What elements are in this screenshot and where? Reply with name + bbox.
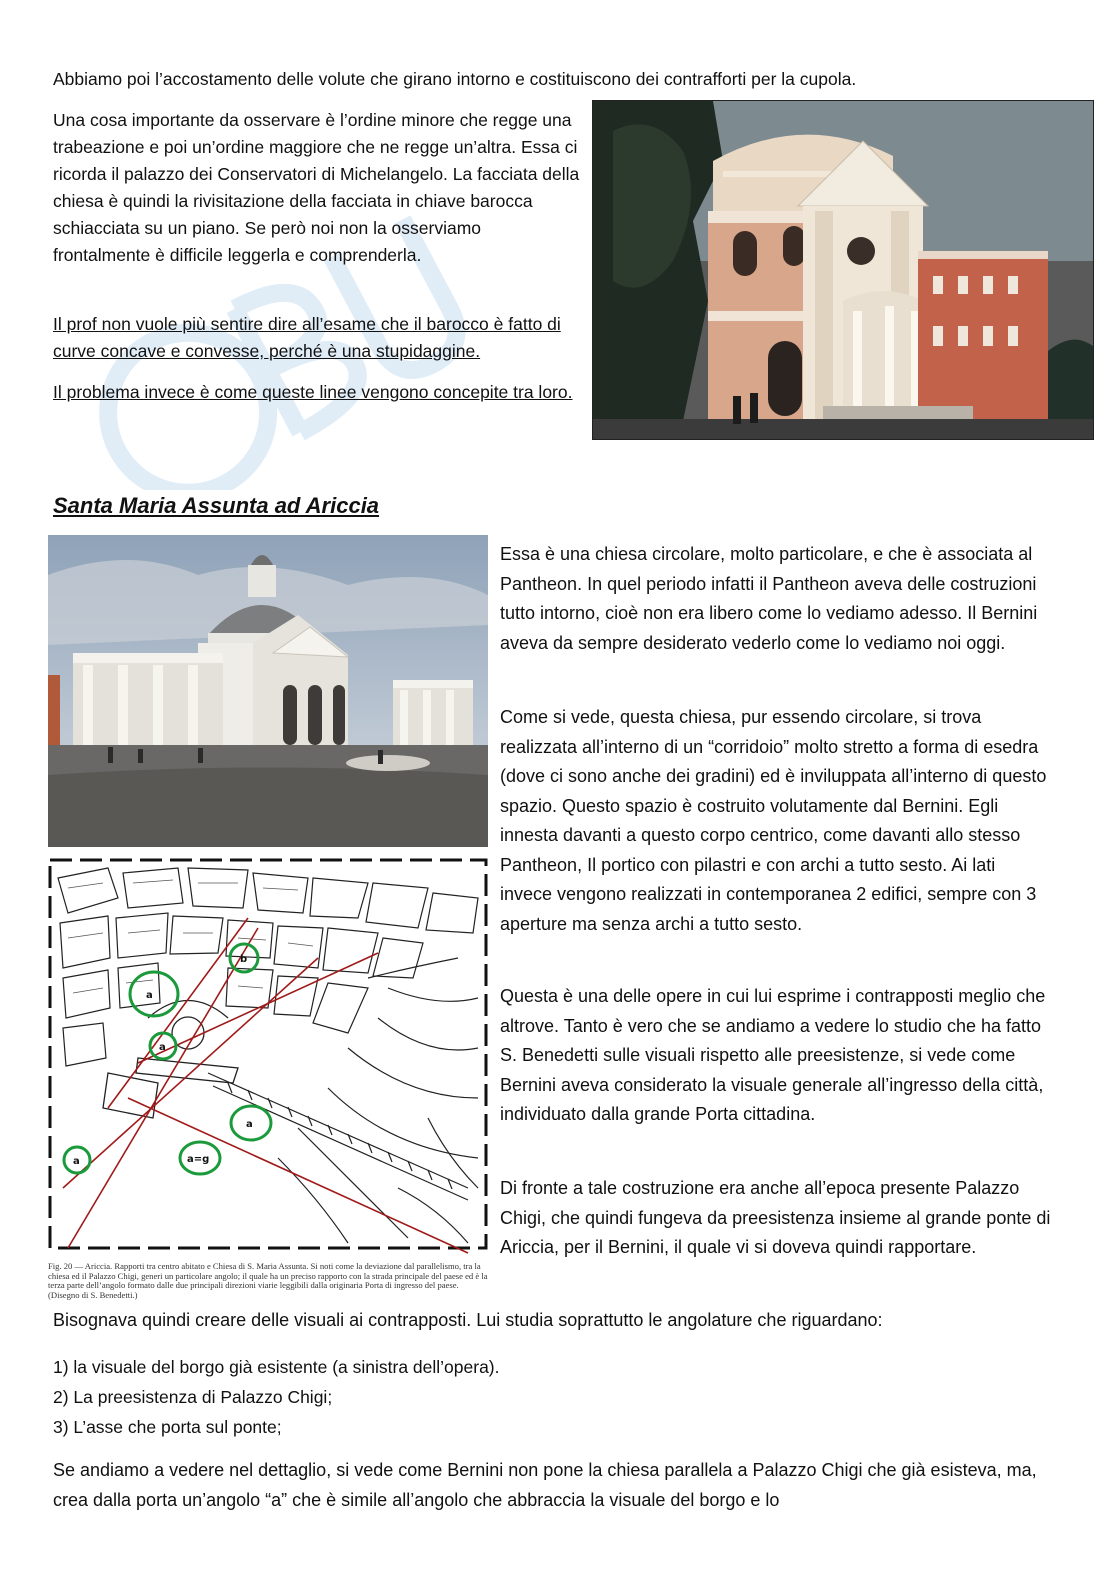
bisognava-paragraph: Bisognava quindi creare delle visuali ai contrapposti. Lui studia soprattutto le angolature che riguardano: [53, 1310, 883, 1330]
map-label-a4: a [73, 1156, 80, 1167]
ordine-paragraph: Una cosa importante da osservare è l’ordine minore che regge una trabeazione e poi un’ordine maggiore che ne regge un’altra. Essa ci ricorda il palazzo dei Conservatori di Michelangelo. La facciata della chiesa è quindi la rivisitazione della facciata in chiave barocca schiacciata su un piano. Se però noi non la osserviamo frontalmente è difficile leggerla e comprenderla. [53, 110, 580, 265]
church-facade-photo [592, 100, 1094, 440]
map-label-b: b [240, 954, 248, 965]
angolature-list [53, 1352, 1053, 1442]
ariccia-church-photo [48, 535, 488, 847]
dettaglio-paragraph: Se andiamo a vedere nel dettaglio, si vede come Bernini non pone la chiesa parallela a Palazzo Chigi che già esisteva, ma, crea dalla porta un’angolo “a” che è simile all’angolo che abbraccia la visuale del borgo e lo [53, 1460, 1037, 1510]
contrapposti-paragraph: Questa è una delle opere in cui lui esprime i contrapposti meglio che altrove. Tanto è vero che se andiamo a vedere lo studio che ha fatto S. Benedetti sulle visuali rispetto alle preesistenze, si vede come Bernini aveva considerato la visuale generale all’ingresso della città, individuato dalla grande Porta cittadina. [500, 986, 1046, 1124]
di-fronte-paragraph: Di fronte a tale costruzione era anche all’epoca presente Palazzo Chigi, che quindi fungeva da preesistenza insieme al grande ponte di Ariccia, per il Bernini, il quale vi si doveva quindi rapportare. [500, 1178, 1051, 1257]
problema-paragraph: Il problema invece è come queste linee vengono concepite tra loro. [53, 382, 573, 402]
prof-paragraph: Il prof non vuole più sentire dire all’esame che il barocco è fatto di curve concave e convesse, perché è una stupidaggine. [53, 314, 561, 361]
circolare-paragraph: Essa è una chiesa circolare, molto particolare, e che è associata al Pantheon. In quel periodo infatti il Pantheon aveva delle costruzioni tutto intorno, cioè non era libero come lo vediamo adesso. Il Bernini aveva da sempre desiderato vederlo come lo vediamo noi oggi. [500, 544, 1038, 653]
map-label-a1: a [146, 990, 153, 1001]
map-label-a2: a [159, 1042, 166, 1053]
intro-paragraph: Abbiamo poi l’accostamento delle volute che girano intorno e costituiscono dei contrafforti per la cupola. [53, 69, 857, 89]
ariccia-site-map [48, 858, 488, 1260]
list-item: 1) la visuale del borgo già esistente (a sinistra dell’opera). [53, 1357, 500, 1377]
map-label-ag: a=g [187, 1154, 210, 1165]
section-heading: Santa Maria Assunta ad Ariccia [53, 493, 380, 518]
map-label-a3: a [246, 1119, 253, 1130]
map-caption: Fig. 20 — Ariccia. Rapporti tra centro abitato e Chiesa di S. Maria Assunta. Si noti come la deviazione dal parallelismo, tra la chiesa ed il Palazzo Chigi, generi un particolare angolo; il quale ha un preciso rapporto con la strada principale del paese ed è la terza parte dell’angolo formato dalle due principali direzioni viarie leggibili dalla originaria Porta di ingresso del paese. (Disegno di S. Benedetti.) [48, 1261, 488, 1300]
list-item: 2) La preesistenza di Palazzo Chigi; [53, 1387, 333, 1407]
list-item: 3) L’asse che porta sul ponte; [53, 1417, 282, 1437]
come-si-vede-paragraph: Come si vede, questa chiesa, pur essendo circolare, si trova realizzata all’interno di un “corridoio” molto stretto a forma di esedra (dove ci sono anche dei gradini) ed è inviluppata all’interno di questo spazio. Questo spazio è costruito volutamente dal Bernini. Egli innesta davanti a questo corpo centrico, come davanti allo stesso Pantheon, Il portico con pilastri e con archi a tutto sesto. Ai lati invece vengono realizzati in contemporanea 2 edifici, sempre con 3 aperture ma senza archi a tutto sesto. [500, 707, 1047, 934]
